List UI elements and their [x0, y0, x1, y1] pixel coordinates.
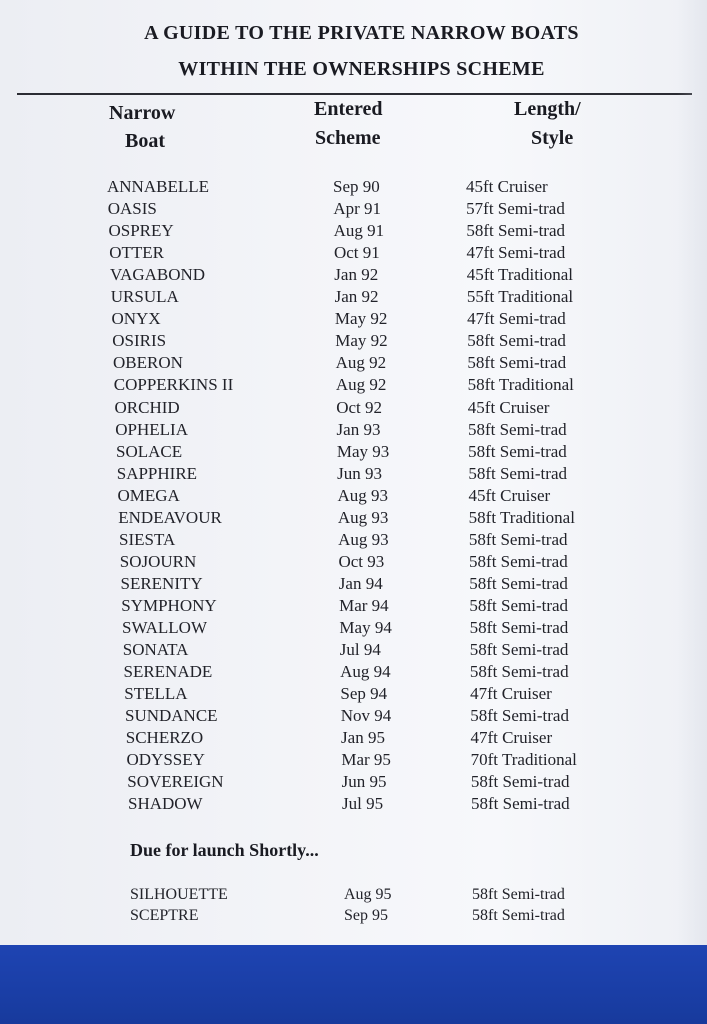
entered-date: May 93 [336, 441, 390, 461]
entered-date: Nov 94 [340, 706, 392, 726]
table-row [0, 573, 707, 595]
entered-date: Jan 93 [336, 419, 381, 439]
table-row [0, 485, 707, 507]
header-entered-line-1: Entered [314, 98, 383, 120]
entered-date: Jun 95 [341, 772, 387, 792]
table-row [0, 771, 707, 793]
length-style: 58ft Traditional [467, 375, 574, 395]
boat-name: URSULA [110, 287, 179, 307]
entered-date: Oct 91 [333, 243, 380, 263]
boat-name: SOLACE [116, 441, 183, 461]
page-edge-shading [677, 0, 707, 945]
table-row [0, 441, 707, 463]
boat-name: SIESTA [119, 529, 176, 549]
table-row [0, 419, 707, 441]
length-style: 58ft Semi-trad [469, 573, 568, 593]
table-row [0, 884, 707, 906]
table-row [0, 330, 707, 352]
boat-name: OMEGA [117, 485, 180, 505]
boat-name: SILHOUETTE [130, 886, 228, 903]
entered-date: Aug 92 [335, 375, 387, 395]
length-style: 47ft Semi-trad [466, 243, 566, 263]
length-style: 47ft Cruiser [470, 684, 552, 704]
boat-name: SCHERZO [125, 728, 204, 748]
boat-name: STELLA [124, 684, 188, 704]
length-style: 58ft Semi-trad [468, 441, 567, 461]
boat-name: OTTER [109, 243, 165, 263]
length-style: 58ft Semi-trad [469, 662, 569, 682]
boat-name: SOVEREIGN [127, 772, 224, 792]
table-row [0, 198, 707, 220]
length-style: 58ft Semi-trad [469, 595, 569, 615]
length-style: 58ft Semi-trad [472, 886, 565, 903]
entered-date: Jan 92 [334, 265, 379, 285]
boat-name: ENDEAVOUR [118, 507, 222, 527]
header-boat-line-2: Boat [125, 130, 165, 152]
entered-date: Sep 95 [344, 907, 388, 924]
table-row [0, 749, 707, 771]
table-row [0, 683, 707, 705]
table-row [0, 264, 707, 286]
boat-name: SERENADE [123, 662, 213, 682]
length-style: 58ft Semi-trad [468, 463, 567, 483]
entered-date: Jan 92 [334, 287, 379, 307]
length-style: 58ft Semi-trad [469, 640, 569, 660]
boat-name: SCEPTRE [130, 907, 199, 924]
entered-date: May 92 [334, 309, 388, 329]
upcoming-heading: Due for launch Shortly... [130, 840, 319, 860]
page-title-line-1: A GUIDE TO THE PRIVATE NARROW BOATS [144, 22, 579, 44]
boat-name: OSIRIS [112, 331, 167, 351]
entered-date: Jun 93 [337, 463, 383, 483]
entered-date: Oct 92 [336, 397, 382, 417]
length-style: 58ft Semi-trad [469, 551, 568, 571]
table-row [0, 507, 707, 529]
entered-date: Jan 94 [338, 573, 383, 593]
length-style: 45ft Cruiser [467, 397, 550, 417]
boat-name: COPPERKINS II [113, 375, 234, 395]
length-style: 47ft Semi-trad [467, 309, 566, 329]
table-row [0, 639, 707, 661]
length-style: 58ft Semi-trad [471, 794, 570, 814]
table-row [0, 176, 707, 198]
boat-name: OASIS [107, 199, 157, 219]
table-row [0, 617, 707, 639]
boat-name: OSPREY [108, 221, 174, 241]
boat-name: OPHELIA [115, 419, 188, 439]
boat-name: ANNABELLE [107, 177, 209, 196]
boat-name: ODYSSEY [126, 750, 205, 770]
table-row [0, 551, 707, 573]
entered-date: Aug 94 [340, 662, 391, 682]
page-title-line-2: WITHIN THE OWNERSHIPS SCHEME [178, 58, 545, 80]
table-row [0, 242, 707, 264]
table-row [0, 661, 707, 683]
header-entered-line-2: Scheme [315, 127, 381, 149]
table-row [0, 220, 707, 242]
boat-name: OBERON [113, 353, 183, 373]
entered-date: Apr 91 [333, 199, 382, 219]
entered-date: Jul 95 [342, 794, 384, 814]
boat-name: SOJOURN [119, 551, 197, 571]
entered-date: Aug 91 [333, 221, 385, 241]
length-style: 55ft Traditional [466, 287, 574, 307]
length-style: 58ft Semi-trad [466, 221, 566, 241]
table-row [0, 595, 707, 617]
table-row [0, 463, 707, 485]
length-style: 45ft Cruiser [466, 177, 548, 196]
length-style: 58ft Semi-trad [470, 706, 569, 726]
length-style: 58ft Semi-trad [467, 419, 567, 439]
entered-date: Aug 95 [344, 886, 392, 903]
table-row [0, 793, 707, 815]
table-row [0, 529, 707, 551]
entered-date: Sep 94 [340, 684, 388, 704]
length-style: 58ft Semi-trad [467, 353, 567, 373]
length-style: 58ft Semi-trad [472, 907, 565, 924]
header-boat-line-1: Narrow [109, 102, 176, 124]
entered-date: Mar 94 [339, 595, 389, 615]
table-row [0, 705, 707, 727]
length-style: 70ft Traditional [470, 750, 577, 770]
boat-name: SHADOW [128, 794, 203, 814]
entered-date: May 92 [335, 331, 388, 351]
entered-date: Sep 90 [333, 177, 380, 196]
entered-date: Aug 93 [337, 485, 389, 505]
table-row [0, 905, 707, 927]
entered-date: Mar 95 [341, 750, 391, 770]
length-style: 57ft Semi-trad [466, 199, 565, 219]
boat-name: SYMPHONY [121, 595, 217, 615]
boat-name: ONYX [111, 309, 161, 329]
table-row [0, 374, 707, 396]
boat-name: SAPPHIRE [116, 463, 198, 483]
length-style: 58ft Semi-trad [470, 772, 570, 792]
entered-date: Aug 93 [338, 529, 389, 549]
length-style: 58ft Traditional [468, 507, 575, 527]
table-row [0, 727, 707, 749]
table-row [0, 352, 707, 374]
length-style: 58ft Semi-trad [468, 529, 568, 549]
boat-name: SONATA [122, 640, 189, 660]
length-style: 45ft Cruiser [468, 485, 551, 505]
boat-name: SUNDANCE [125, 706, 218, 726]
boat-name: VAGABOND [110, 265, 206, 285]
length-style: 58ft Semi-trad [467, 331, 566, 351]
table-row [0, 397, 707, 419]
length-style: 58ft Semi-trad [469, 618, 569, 637]
entered-date: Oct 93 [338, 551, 385, 571]
header-length-line-1: Length/ [514, 98, 581, 120]
entered-date: Jul 94 [339, 640, 381, 660]
boat-name: ORCHID [114, 397, 180, 417]
entered-date: May 94 [339, 618, 392, 637]
cover-blue-band [0, 945, 707, 1024]
boat-name: SWALLOW [122, 618, 207, 637]
table-row [0, 286, 707, 308]
table-row [0, 308, 707, 330]
entered-date: Jan 95 [341, 728, 385, 748]
length-style: 45ft Traditional [466, 265, 573, 285]
length-style: 47ft Cruiser [470, 728, 553, 748]
entered-date: Aug 93 [337, 507, 389, 527]
boat-name: SERENITY [120, 573, 203, 593]
header-length-line-2: Style [531, 127, 574, 149]
entered-date: Aug 92 [335, 353, 387, 373]
